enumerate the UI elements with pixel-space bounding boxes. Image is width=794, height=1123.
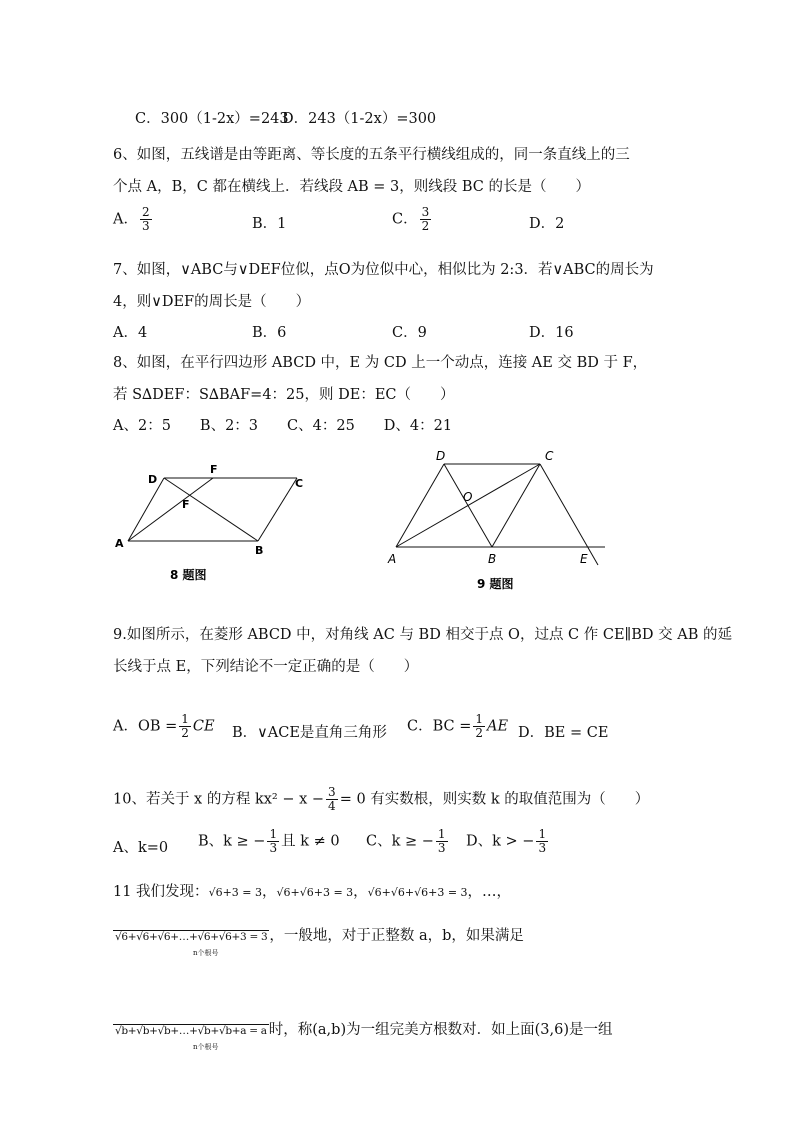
q9-option-a: A．OB = $\frac{1}{2}$ CE: [113, 712, 215, 740]
q10-option-d-fraction: $\frac{1}{3}$: [538, 827, 547, 855]
q6-option-a-fraction: $\frac{2}{3}$: [141, 205, 150, 233]
fig9-label-e: E: [580, 552, 588, 566]
q11-root-3: √6+√6+√6+3 = 3: [367, 886, 468, 899]
fig8-side-ad: [128, 478, 164, 541]
fig9-label-o: O: [463, 490, 473, 504]
q8-stem-line2: 若 S∆DEF：S∆BAF=4：25，则 DE：EC（ ）: [113, 387, 455, 403]
q9-option-d: D．BE = CE: [518, 725, 609, 741]
fig9-segment-ce: [540, 464, 598, 565]
q8-options: A、2：5 B、2：3 C、4：25 D、4：21: [113, 418, 453, 434]
q11-nested-root-1: √6+√6+√6+…+√6+√6+3 = 3 n个根号: [115, 931, 268, 957]
q11-nested-root-2-note: n个根号: [193, 1043, 219, 1051]
q6-stem-line1: 6、如图，五线谱是由等距离、等长度的五条平行横线组成的，同一条直线上的三: [113, 147, 630, 163]
q11-nested-root-1-note: n个根号: [193, 949, 219, 957]
q10-option-d: D、k > − $\frac{1}{3}$: [466, 827, 547, 855]
fig8-side-bc: [258, 478, 297, 541]
fig8-segment-ae: [128, 478, 213, 541]
q7-option-a: A．4: [113, 325, 148, 341]
fig8-label-a: A: [115, 537, 124, 550]
fig9-diagonal-bd: [444, 464, 492, 547]
fig9-side-ad: [396, 464, 444, 547]
q9-option-c: C．BC = $\frac{1}{2}$ AE: [407, 712, 509, 740]
q11-line1: 11 我们发现：√6+3 = 3，√6+√6+3 = 3，√6+√6+√6+3 = 3，…，: [113, 884, 512, 900]
fig9-label-d: D: [436, 449, 446, 463]
q5-option-c: C．300（1-2x）=243: [135, 111, 289, 127]
q10-stem: 10、若关于 x 的方程 kx² − x − $\frac{3}{4}$ = 0 有实数根，则实数 k 的取值范围为（ ）: [113, 785, 650, 813]
q10-option-a: A、k=0: [113, 840, 169, 856]
q11-root-2: √6+√6+3 = 3: [276, 886, 354, 899]
q10-option-c-fraction: $\frac{1}{3}$: [437, 827, 446, 855]
q8-stem-line1: 8、如图，在平行四边形 ABCD 中，E 为 CD 上一个动点，连接 AE 交 BD 于 F，: [113, 355, 648, 371]
fig9-label-b: B: [488, 552, 497, 566]
fig8-label-c: C: [295, 477, 304, 490]
fig9-caption: 9 题图: [477, 577, 514, 591]
q6-option-c-fraction: $\frac{3}{2}$: [421, 205, 430, 233]
q7-option-c: C．9: [392, 325, 427, 341]
q6-stem-line2: 个点 A，B，C 都在横线上．若线段 AB = 3，则线段 BC 的长是（ ）: [113, 179, 591, 195]
fig9-side-bc: [492, 464, 540, 547]
q7-option-b: B．6: [252, 325, 287, 341]
q6-option-a: A． $\frac{2}{3}$: [113, 205, 150, 233]
fig9-label-c: C: [545, 449, 554, 463]
q11-root-1: √6+3 = 3: [208, 886, 262, 899]
q9-stem-line1: 9.如图所示，在菱形 ABCD 中，对角线 AC 与 BD 相交于点 O，过点 C 作 CE∥BD 交 AB 的延: [113, 627, 732, 643]
fig9-label-a: A: [388, 552, 397, 566]
q10-option-b-fraction: $\frac{1}{3}$: [269, 827, 278, 855]
q10-stem-fraction: $\frac{3}{4}$: [328, 785, 336, 813]
q9-option-a-fraction: $\frac{1}{2}$: [181, 712, 189, 740]
q5-option-d: D．243（1-2x）=300: [282, 111, 437, 127]
fig8-label-f: F: [182, 498, 190, 511]
q9-stem-line2: 长线于点 E，下列结论不一定正确的是（ ）: [113, 659, 419, 675]
q11-line3: √b+√b+√b+…+√b+√b+a = a n个根号 时，称(a,b)为一组完美方根数对．如上面(3,6)是一组: [115, 1022, 613, 1051]
fig8-label-e: F: [210, 463, 218, 476]
q10-option-c: C、k ≥ − $\frac{1}{3}$: [366, 827, 446, 855]
q9-option-b: B．∨ACE是直角三角形: [232, 725, 387, 741]
figure-8-parallelogram: [110, 455, 320, 590]
q6-option-d: D．2: [529, 216, 565, 232]
figure-9-rhombus: [380, 445, 610, 595]
fig8-diagonal-bd: [164, 478, 258, 541]
q11-line2: √6+√6+√6+…+√6+√6+3 = 3 n个根号 ，一般地，对于正整数 a，b，如果满足: [115, 928, 524, 957]
q10-option-b: B、k ≥ − $\frac{1}{3}$ 且 k ≠ 0: [198, 827, 340, 855]
q6-option-b: B．1: [252, 216, 287, 232]
q7-stem-line2: 4，则∨DEF的周长是（ ）: [113, 294, 311, 310]
q11-nested-root-2: √b+√b+√b+…+√b+√b+a = a n个根号: [115, 1025, 267, 1051]
q6-option-c: C． $\frac{3}{2}$: [392, 205, 430, 233]
fig8-label-b: B: [255, 544, 264, 557]
q9-option-c-fraction: $\frac{1}{2}$: [475, 712, 484, 740]
fig8-caption: 8 题图: [170, 568, 207, 582]
q7-stem-line1: 7、如图，∨ABC与∨DEF位似，点O为位似中心，相似比为 2:3．若∨ABC的周长为: [113, 262, 654, 278]
fig8-label-d: D: [148, 473, 158, 486]
q7-option-d: D．16: [529, 325, 574, 341]
